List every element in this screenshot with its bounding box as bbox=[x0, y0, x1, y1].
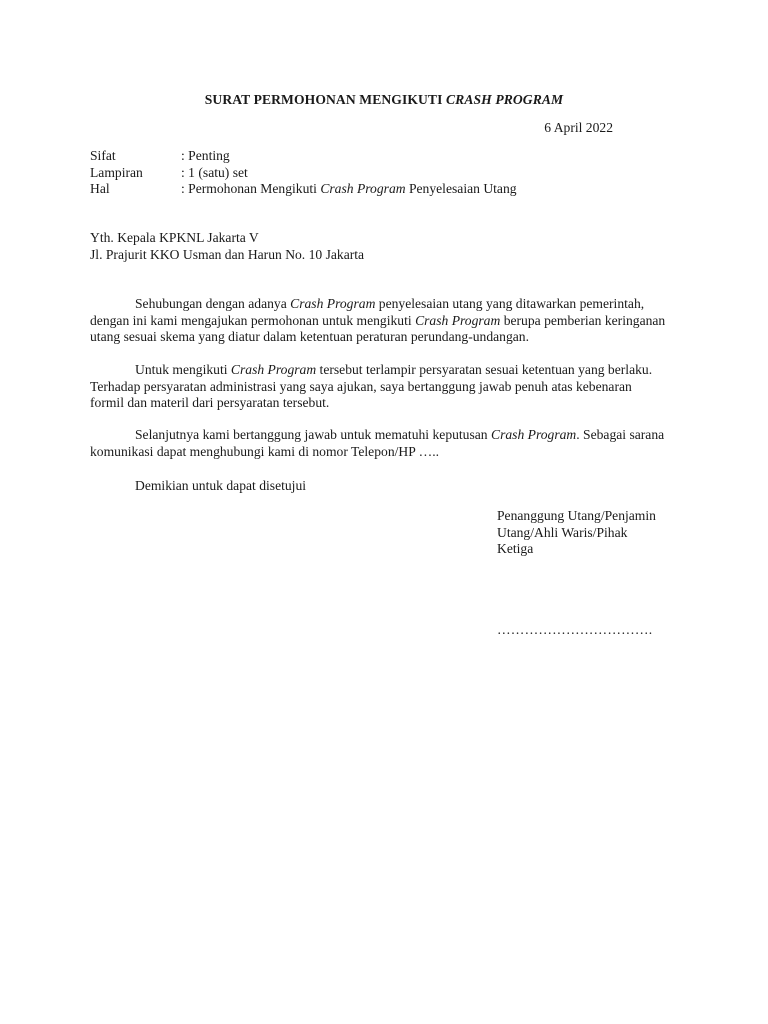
meta-row-sifat bbox=[90, 148, 517, 165]
paragraph-3 bbox=[90, 427, 690, 460]
italic-run: Crash Program bbox=[491, 427, 577, 442]
meta-row-lampiran bbox=[90, 165, 517, 182]
meta-value-pre: : Permohonan Mengikuti bbox=[181, 181, 321, 196]
recipient-line: Yth. Kepala KPKNL Jakarta V bbox=[90, 230, 259, 245]
meta-label: Hal bbox=[90, 181, 110, 196]
paragraph-1 bbox=[90, 296, 690, 346]
text-run: berupa pemberian keringanan bbox=[500, 312, 666, 328]
recipient-block bbox=[90, 230, 364, 263]
signature-line: Ketiga bbox=[497, 541, 534, 556]
letter-meta bbox=[90, 148, 517, 198]
italic-run: Crash Program bbox=[290, 296, 376, 311]
meta-value: : 1 (satu) set bbox=[181, 164, 248, 180]
closing-line: Demikian untuk dapat disetujui bbox=[135, 478, 307, 493]
meta-value-italic: Crash Program bbox=[320, 181, 406, 196]
text-run: dengan ini kami mengajukan permohonan untuk mengikuti bbox=[90, 312, 416, 328]
title-italic: CRASH PROGRAM bbox=[445, 92, 564, 107]
paragraph-line bbox=[90, 313, 690, 330]
meta-value-post: Penyelesaian Utang bbox=[405, 181, 517, 196]
signature-block bbox=[497, 508, 656, 558]
paragraph-line bbox=[90, 296, 690, 313]
signature-dotted-line: ……………………………. bbox=[497, 622, 653, 637]
text-run: . Sebagai sarana bbox=[576, 427, 665, 442]
italic-run: Crash Program bbox=[230, 362, 317, 377]
letter-date: 6 April 2022 bbox=[544, 120, 613, 135]
closing-paragraph bbox=[90, 478, 690, 495]
paragraph-line: formil dan materil dari persyaratan tersebut. bbox=[90, 395, 330, 410]
letter-title bbox=[0, 92, 768, 109]
meta-label: Lampiran bbox=[90, 164, 143, 180]
meta-label: Sifat bbox=[90, 148, 116, 163]
italic-run: Crash Program bbox=[415, 312, 501, 328]
paragraph-line: komunikasi dapat menghubungi kami di nomor Telepon/HP ….. bbox=[90, 443, 440, 459]
text-run: Untuk mengikuti bbox=[135, 362, 231, 377]
signature-line: Utang/Ahli Waris/Pihak bbox=[497, 524, 628, 540]
text-run: Sehubungan dengan adanya bbox=[135, 296, 291, 311]
text-run: Selanjutnya kami bertanggung jawab untuk mematuhi keputusan bbox=[135, 427, 491, 442]
meta-row-hal bbox=[90, 181, 517, 198]
signature-line: Penanggung Utang/Penjamin bbox=[497, 508, 656, 523]
meta-value: : Penting bbox=[181, 148, 230, 163]
meta-value bbox=[181, 181, 517, 198]
paragraph-line bbox=[90, 427, 690, 444]
text-run: penyelesaian utang yang ditawarkan pemerintah, bbox=[375, 296, 645, 311]
title-plain: SURAT PERMOHONAN MENGIKUTI bbox=[204, 92, 446, 107]
recipient-address: Jl. Prajurit KKO Usman dan Harun No. 10 Jakarta bbox=[90, 246, 365, 262]
paragraph-line bbox=[90, 362, 690, 379]
paragraph-2 bbox=[90, 362, 690, 412]
paragraph-line: Terhadap persyaratan administrasi yang saya ajukan, saya bertanggung jawab penuh atas kebenaran bbox=[90, 378, 632, 394]
text-run: tersebut terlampir persyaratan sesuai ketentuan yang berlaku. bbox=[316, 362, 653, 377]
paragraph-line: utang sesuai skema yang diatur dalam ketentuan peraturan perundang-undangan. bbox=[90, 329, 529, 344]
